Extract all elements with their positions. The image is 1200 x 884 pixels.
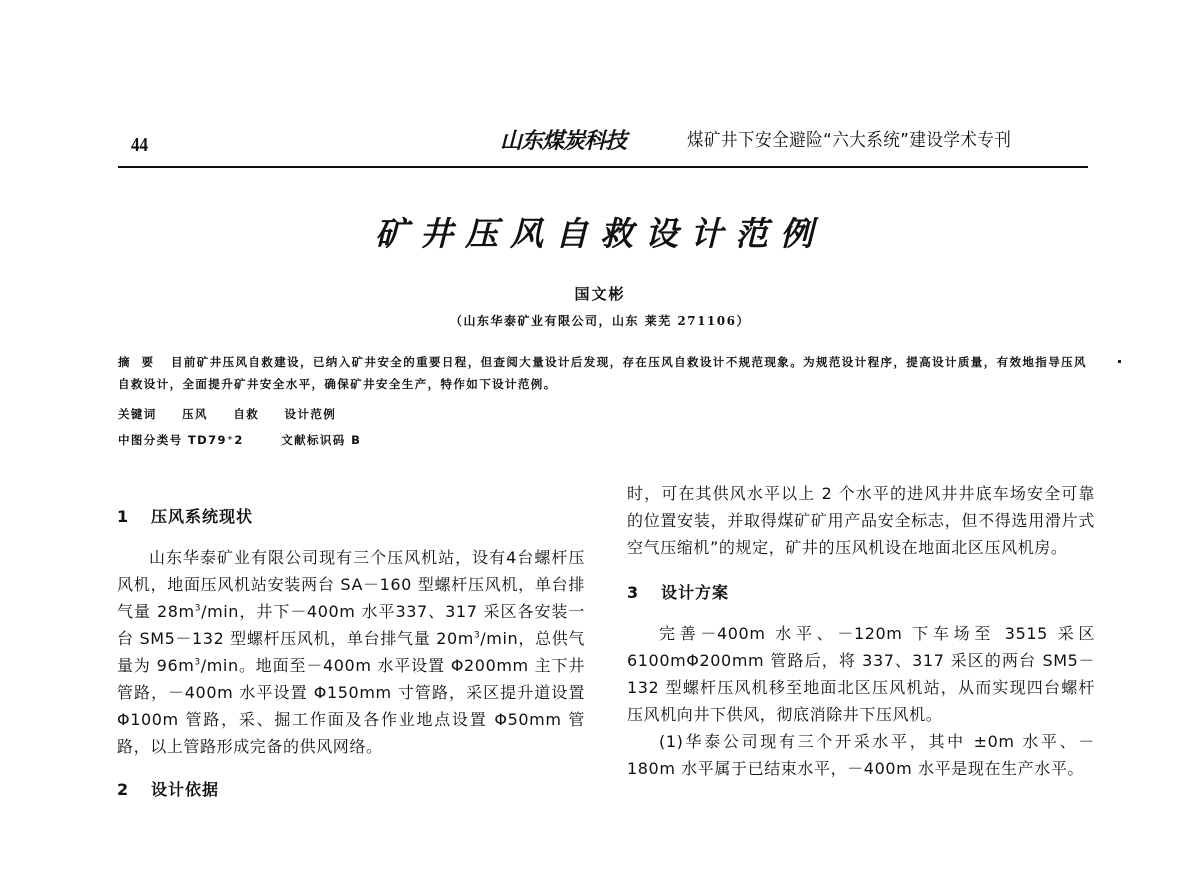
superscript: 3 bbox=[473, 630, 481, 641]
keywords-label: 关键词 bbox=[118, 407, 157, 421]
author: 国文彬 bbox=[574, 285, 626, 303]
abstract bbox=[118, 351, 1088, 395]
section-number: 3 bbox=[627, 583, 640, 602]
left-column bbox=[117, 503, 585, 803]
keyword: 设计范例 bbox=[284, 407, 337, 421]
clc-label: 中图分类号 bbox=[118, 433, 183, 447]
keyword: 压风 bbox=[182, 407, 208, 421]
section-number: 2 bbox=[117, 780, 130, 799]
section-3-paragraph: (1)华泰公司现有三个开采水平，其中 ±0m 水平、－180m 水平属于已结束水平，－400m 水平是现在生产水平。 bbox=[627, 732, 1095, 778]
superscript: 3 bbox=[194, 657, 201, 668]
section-title: 设计依据 bbox=[151, 780, 220, 799]
continued-paragraph: 时，可在其供风水平以上 2 个水平的进风井井底车场安全可靠的位置安装，并取得煤矿矿用产品安全标志，但不得选用滑片式空气压缩机”的规定，矿井的压风机设在地面北区压风机房。 bbox=[627, 484, 1095, 557]
affiliation: （山东华泰矿业有限公司，山东 莱芜 271106） bbox=[450, 314, 750, 328]
paragraph-text: /min。地面至－400m 水平设置 Φ200mm 主下井管路，－400m 水平设置 Φ150mm 寸管路，采区提升道设置 Φ100m 管路，采、掘工作面及各作业地点设置 Φ50mm 管路，以上管路形成完备的供风网络。 bbox=[117, 656, 585, 756]
section-1-heading bbox=[117, 503, 585, 530]
right-column bbox=[627, 480, 1095, 782]
classification bbox=[118, 429, 1088, 451]
special-issue-title: 煤矿井下安全避险“六大系统”建设学术专刊 bbox=[687, 130, 1012, 151]
section-title: 压风系统现状 bbox=[151, 507, 254, 526]
scan-artifact-dot bbox=[1118, 360, 1121, 363]
section-1-paragraph bbox=[117, 544, 585, 760]
header-divider bbox=[118, 166, 1088, 168]
keyword: 自救 bbox=[233, 407, 260, 421]
section-3-paragraph: 完善－400m 水平、－120m 下车场至 3515 采区6100mΦ200mm 管路后，将 337、317 采区的两台 SM5－132 型螺杆压风机移至地面北区压风机站，从而实现四台螺杆压风机向井下供风，彻底消除井下压风机。 bbox=[627, 624, 1095, 724]
doc-code-label: 文献标识码 bbox=[281, 433, 346, 447]
doc-code-value: B bbox=[351, 433, 362, 447]
section-2-heading bbox=[117, 776, 585, 803]
journal-logo: 山东煤炭科技 bbox=[500, 128, 627, 154]
paragraph-text: /min，总供气量为 96m bbox=[117, 629, 585, 675]
section-number: 1 bbox=[117, 507, 130, 526]
superscript: 3 bbox=[194, 603, 202, 614]
section-3-heading bbox=[627, 579, 1095, 606]
page-number: 44 bbox=[131, 134, 148, 156]
abstract-text: 目前矿井压风自救建设，已纳入矿井安全的重要日程，但查阅大量设计后发现，存在压风自救设计不规范现象。为规范设计程序，提高设计质量，有效地指导压风自救设计，全面提升矿井安全水平，确保矿井安全生产，特作如下设计范例。 bbox=[118, 355, 1087, 391]
keywords bbox=[118, 403, 1088, 425]
section-title: 设计方案 bbox=[661, 583, 730, 602]
abstract-label: 摘要 bbox=[118, 355, 165, 369]
paragraph-text: 山东华泰矿业有限公司现有三个压风机站，设有4台螺杆压风机，地面压风机站安装两台 SA－160 型螺杆压风机，单台排气量 28m bbox=[117, 548, 585, 621]
paragraph-text: /min，井下－400m 水平337、317 采区各安装一台 SM5－132 型螺杆压风机，单台排气量 20m bbox=[117, 602, 585, 648]
article-title: 矿井压风自救设计范例 bbox=[375, 214, 825, 253]
clc-value: TD79⁺2 bbox=[187, 433, 244, 447]
